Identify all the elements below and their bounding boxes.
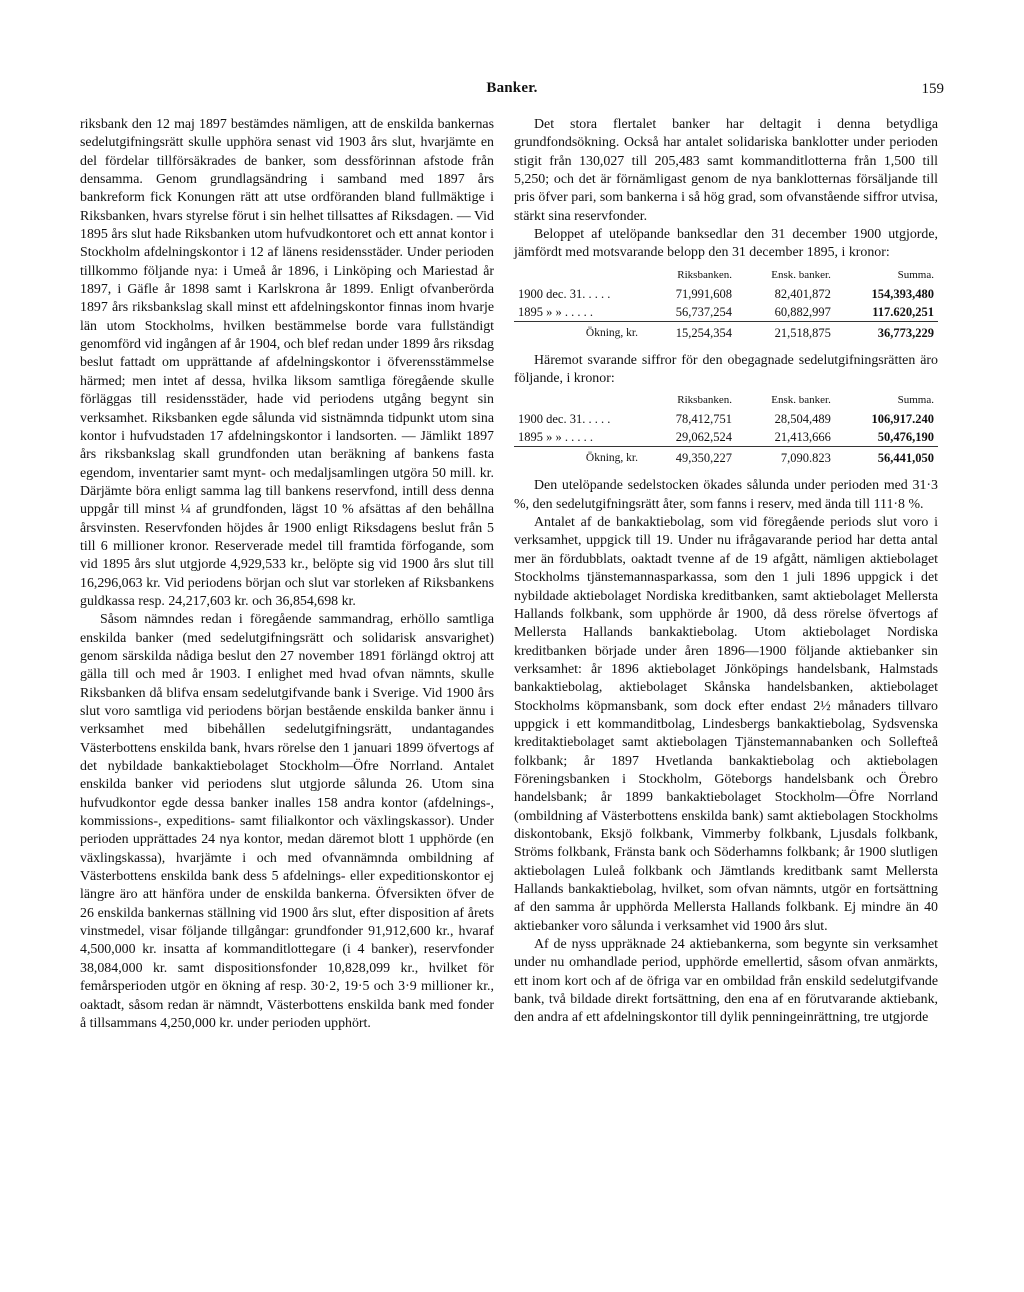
table-cell: 106,917.240 — [871, 412, 934, 427]
table-cell: 29,062,524 — [675, 430, 732, 445]
page-number: 159 — [921, 81, 944, 97]
table-cell: 117.620,251 — [872, 304, 934, 319]
row-label: 1895 » » . . . . . — [518, 304, 593, 319]
left-column — [80, 116, 494, 1033]
table-cell: 60,882,997 — [774, 304, 831, 319]
table1-intro: Beloppet af utelöpande banksedlar den 31 december 1900 utgjorde, jämfördt med motsvarande belopp den 31 december 1895, i kronor: — [514, 227, 938, 261]
column-header: Summa. — [897, 394, 934, 407]
right-paragraph-1: Den utelöpande sedelstocken ökades sålunda under perioden med 31·3 %, den sedelutgifningsrätt åter, som fanns i reserv, med ända till 111·8 %. — [514, 478, 938, 512]
table-cell: 56,737,254 — [675, 304, 732, 319]
table-cell: 71,991,608 — [675, 286, 732, 301]
table-row — [514, 303, 938, 322]
table-header-row — [514, 392, 938, 410]
row-label: 1895 » » . . . . . — [518, 430, 593, 445]
table2-intro: Häremot svarande siffror för den obegagnade sedelutgifningsrätten äro följande, i kronor: — [514, 352, 938, 387]
table-cell: 50,476,190 — [877, 430, 934, 445]
table-cell: 7,090.823 — [736, 447, 835, 468]
table-row-difference — [514, 321, 938, 342]
table-cell: 82,401,872 — [774, 286, 831, 301]
row-label: Ökning, kr. — [514, 447, 642, 468]
table-header-row — [514, 267, 938, 285]
left-paragraph-2: Såsom nämndes redan i föregående sammandrag, erhöllo samtliga enskilda banker (med sedelutgifningsrätt och solidarisk ansvarighet) genom särskilda nådiga beslut den 27 november 1891 förlängd oktroj att gälla till och med år 1903. I enlighet med hvad ofvan nämnts, skulle Riksbanken då blifva ensam sedelutgifvande bank i Sverige. Vid 1900 års slut voro samtliga vid periodens början bestående enskilda banker ännu i verksamhet med bibehållen sedelutgifningsrätt, undantagandes Västerbottens enskilda bank, hvars rörelse den 1 januari 1899 öfvertogs af det nybildade bankaktiebolaget Stockholm—Öfre Norrland. Antalet enskilda banker vid periodens slut utgjorde sålunda 26. Utom sina hufvudkontor egde dessa banker inalles 158 andra kontor (afdelnings-, kommissions-, expeditions- samt filialkontor och växlingskassor). Under perioden upprättades 24 nya kontor, medan däremot blott 1 upphörde (en växlingskassa), hvarjämte i och med ofvannämnda ombildning af Västerbottens enskilda bank dess 5 afdelnings- eller expeditionskontor ej längre äro att hänföra under de enskilda bankerna. Öfversikten öfver de 26 enskilda bankernas ställning vid 1900 års slut, efter disposition af årets vinstmedel, visar följande tillgångar: grundfonder 91,912,600 kr., hvaraf 4,500,000 kr. insatta af kommanditlottegare (i 4 banker), reservfonder 38,084,000 kr. samt dispositionsfonder 10,828,099 kr., hvilket för femårsperioden utgör en ökning af resp. 30·2, 19·5 och 3·9 millioner kr., oaktadt, såsom redan är nämndt, Västerbottens enskilda bank med fonder å tillsammans 4,250,000 kr. under perioden upphört. — [80, 612, 494, 1031]
row-label: 1900 dec. 31. . . . . — [518, 286, 611, 301]
right-paragraph-3: Af de nyss uppräknade 24 aktiebankerna, som begynte sin verksamhet under nu omhandlade period, upphörde emellertid, såsom ofvan anmärkts, ett inom kort och af de öfriga var en ombildad från enskild sedelutgifvande bank, två bildade direkt fortsättning, den ena af en förutvarande aktiebank, den andra af ett afdelningskontor till dylik penningeinrättning, tre utgjorde — [514, 937, 938, 1026]
column-header: Riksbanken. — [677, 394, 732, 407]
table-cell: 56,441,050 — [835, 447, 938, 468]
column-header: Riksbanken. — [677, 268, 732, 281]
table-cell: 21,518,875 — [736, 321, 835, 342]
row-label: 1900 dec. 31. . . . . — [518, 412, 611, 427]
table-cell: 28,504,489 — [774, 412, 831, 427]
left-paragraph-1: riksbank den 12 maj 1897 bestämdes nämligen, att de enskilda bankernas sedelutgifningsrätt skulle upphöra senast vid 1903 års slut, hvarjämte en del fördelar tillförsäkrades de banker, som dessförinnan afstode från densamma. Genom grundlagsändring i samband med 1897 års bankreform fick Konungen rätt att utse ordföranden bland fullmäktige i Riksbanken, hvars styrelse förut i sin helhet tillsattes af Riksdagen. — Vid 1895 års slut hade Riksbanken utom hufvudkontoret och ett annat kontor i Stockholm afdelningskontor i 12 af länens residensstäder. Under perioden tillkommo följande nya: i Umeå år 1896, i Linköping och Mariestad år 1897, i Gäfle år 1898 samt i Karlskrona år 1899. Enligt ofvanberörda 1897 års riksbankslag skall minst ett afdelningskontor finnas inom hvarje län utom Stockholms, hvilken bestämmelse borde vara fullständigt genomförd vid ingången af år 1904, och blef redan under 1899 års riksdag beslut fattadt om upprättande af afdelningskontor i öfverensstämmelse härmed; men intet af dessa, hvilka liksom samtliga föregående skulle förläggas till residensstäder, hade vid periodens utgång begynt sin verksamhet. Riksbanken egde sålunda vid sistnämnda tidpunkt utom sina kontor i hufvudstaden 17 afdelningskontor i landsorten. — Jämlikt 1897 års riksbankslag skall grundfonden utan beräkning af bankens fasta egendom, inventarier samt mynt- och medaljsamlingen utgöra 50 mill. kr. Därjämte böra enligt samma lag till bankens reservfond, intill dess denna uppgår till minst ¼ af grundfonden, lägst 10 % afsättas af den behållna årsvinsten. Reservfonden höjdes år 1900 enligt Riksdagens beslut från 5 till 6 millioner kronor. Reserverade medel till framtida förfogande, som vid 1895 års slut utgjorde 4,929,533 kr., belöpte sig vid 1900 års slut till 16,296,063 kr. Vid periodens början och slut var storleken af Riksbankens guldkassa resp. 24,217,603 kr. och 36,854,698 kr. — [80, 117, 494, 609]
right-intro-paragraph: Det stora flertalet banker har deltagit i denna betydliga grundfondsökning. Också har antalet solidariska banklotter under perioden stigit från 130,027 till 205,483 samt kommanditlotterna från 1,500 till 5,250; och det är förnämligast genom de nya banklotternas försäljande till pris öfver pari, som bankerna i så hög grad, som ofvanstående siffror utvisa, stärkt sina reservfonder. — [514, 117, 938, 224]
table-row — [514, 285, 938, 303]
table-cell: 15,254,354 — [642, 321, 736, 342]
unused-issue-right-table — [514, 392, 938, 467]
table-row — [514, 428, 938, 447]
table-cell: 21,413,666 — [774, 430, 831, 445]
column-header: Ensk. banker. — [771, 394, 831, 407]
table-cell: 154,393,480 — [871, 286, 934, 301]
table-cell: 36,773,229 — [835, 321, 938, 342]
table-row — [514, 410, 938, 428]
row-label: Ökning, kr. — [514, 321, 642, 342]
table-cell: 78,412,751 — [675, 412, 732, 427]
banknotes-table — [514, 267, 938, 342]
page-title: Banker. — [486, 80, 538, 96]
right-paragraph-2: Antalet af de bankaktiebolag, som vid föregående periods slut voro i verksamhet, uppgick till 19. Under nu ifrågavarande period har detta antal mer än fördubblats, oaktadt tvenne af de 19 afgått, nämligen aktiebolaget Stockholms tjänstemannasparkassa, som den 1 juli 1896 uppgick i det nybildade aktiebolaget Nordiska kreditbanken, samt aktiebolaget Mellersta Hallands folkbank, som upphörde år 1900, då dess rörelse öfvertogs af Mellersta Hallands bankaktiebolag. Utom aktiebolaget Nordiska kreditbanken började under åren 1896—1900 följande aktiebanker sin verksamhet: år 1896 aktiebolaget Jönköpings handelsbank, Halmstads bankaktiebolag, aktiebolaget Skånska handelsbanken, aktiebolaget Stockholms köpmansbank, som dock efter endast 2½ månaders tillvaro uppgick i ett kommanditbolag, Lindesbergs bankaktiebolag, Sydsvenska kreditaktiebolaget samt aktiebolagen Tjänstemannabanken och Sollefteå folkbank; år 1897 Hvetlanda bankaktiebolag och aktiebolagen Föreningsbanken i Stockholm, Göteborgs handelsbank och Örebro handelsbank; år 1899 bankaktiebolaget Stockholm—Öfre Norrland (ombildning af Västerbottens enskilda bank) samt aktiebolagen Stockholms diskontobank, Eksjö folkbank, Vimmerby folkbank, Ljusdals folkbank, Ströms folkbank, Fränsta bank och Söderhamns folkbank; år 1900 slutligen aktiebolagen Luleå folkbank och Jämtlands kreditbank samt Mellersta Hallands bankaktiebolag, hvilket, som ofvan nämnts, utgör en fortsättning af den samma år upphörda Mellersta Hallands folkbank. Ej mindre än 40 aktiebanker voro sålunda i verksamhet vid 1900 års slut. — [514, 515, 938, 934]
table-row-difference — [514, 447, 938, 468]
right-column — [514, 116, 938, 1028]
table-cell: 49,350,227 — [642, 447, 736, 468]
running-head — [80, 80, 944, 104]
column-header: Ensk. banker. — [771, 268, 831, 281]
column-header: Summa. — [897, 268, 934, 281]
